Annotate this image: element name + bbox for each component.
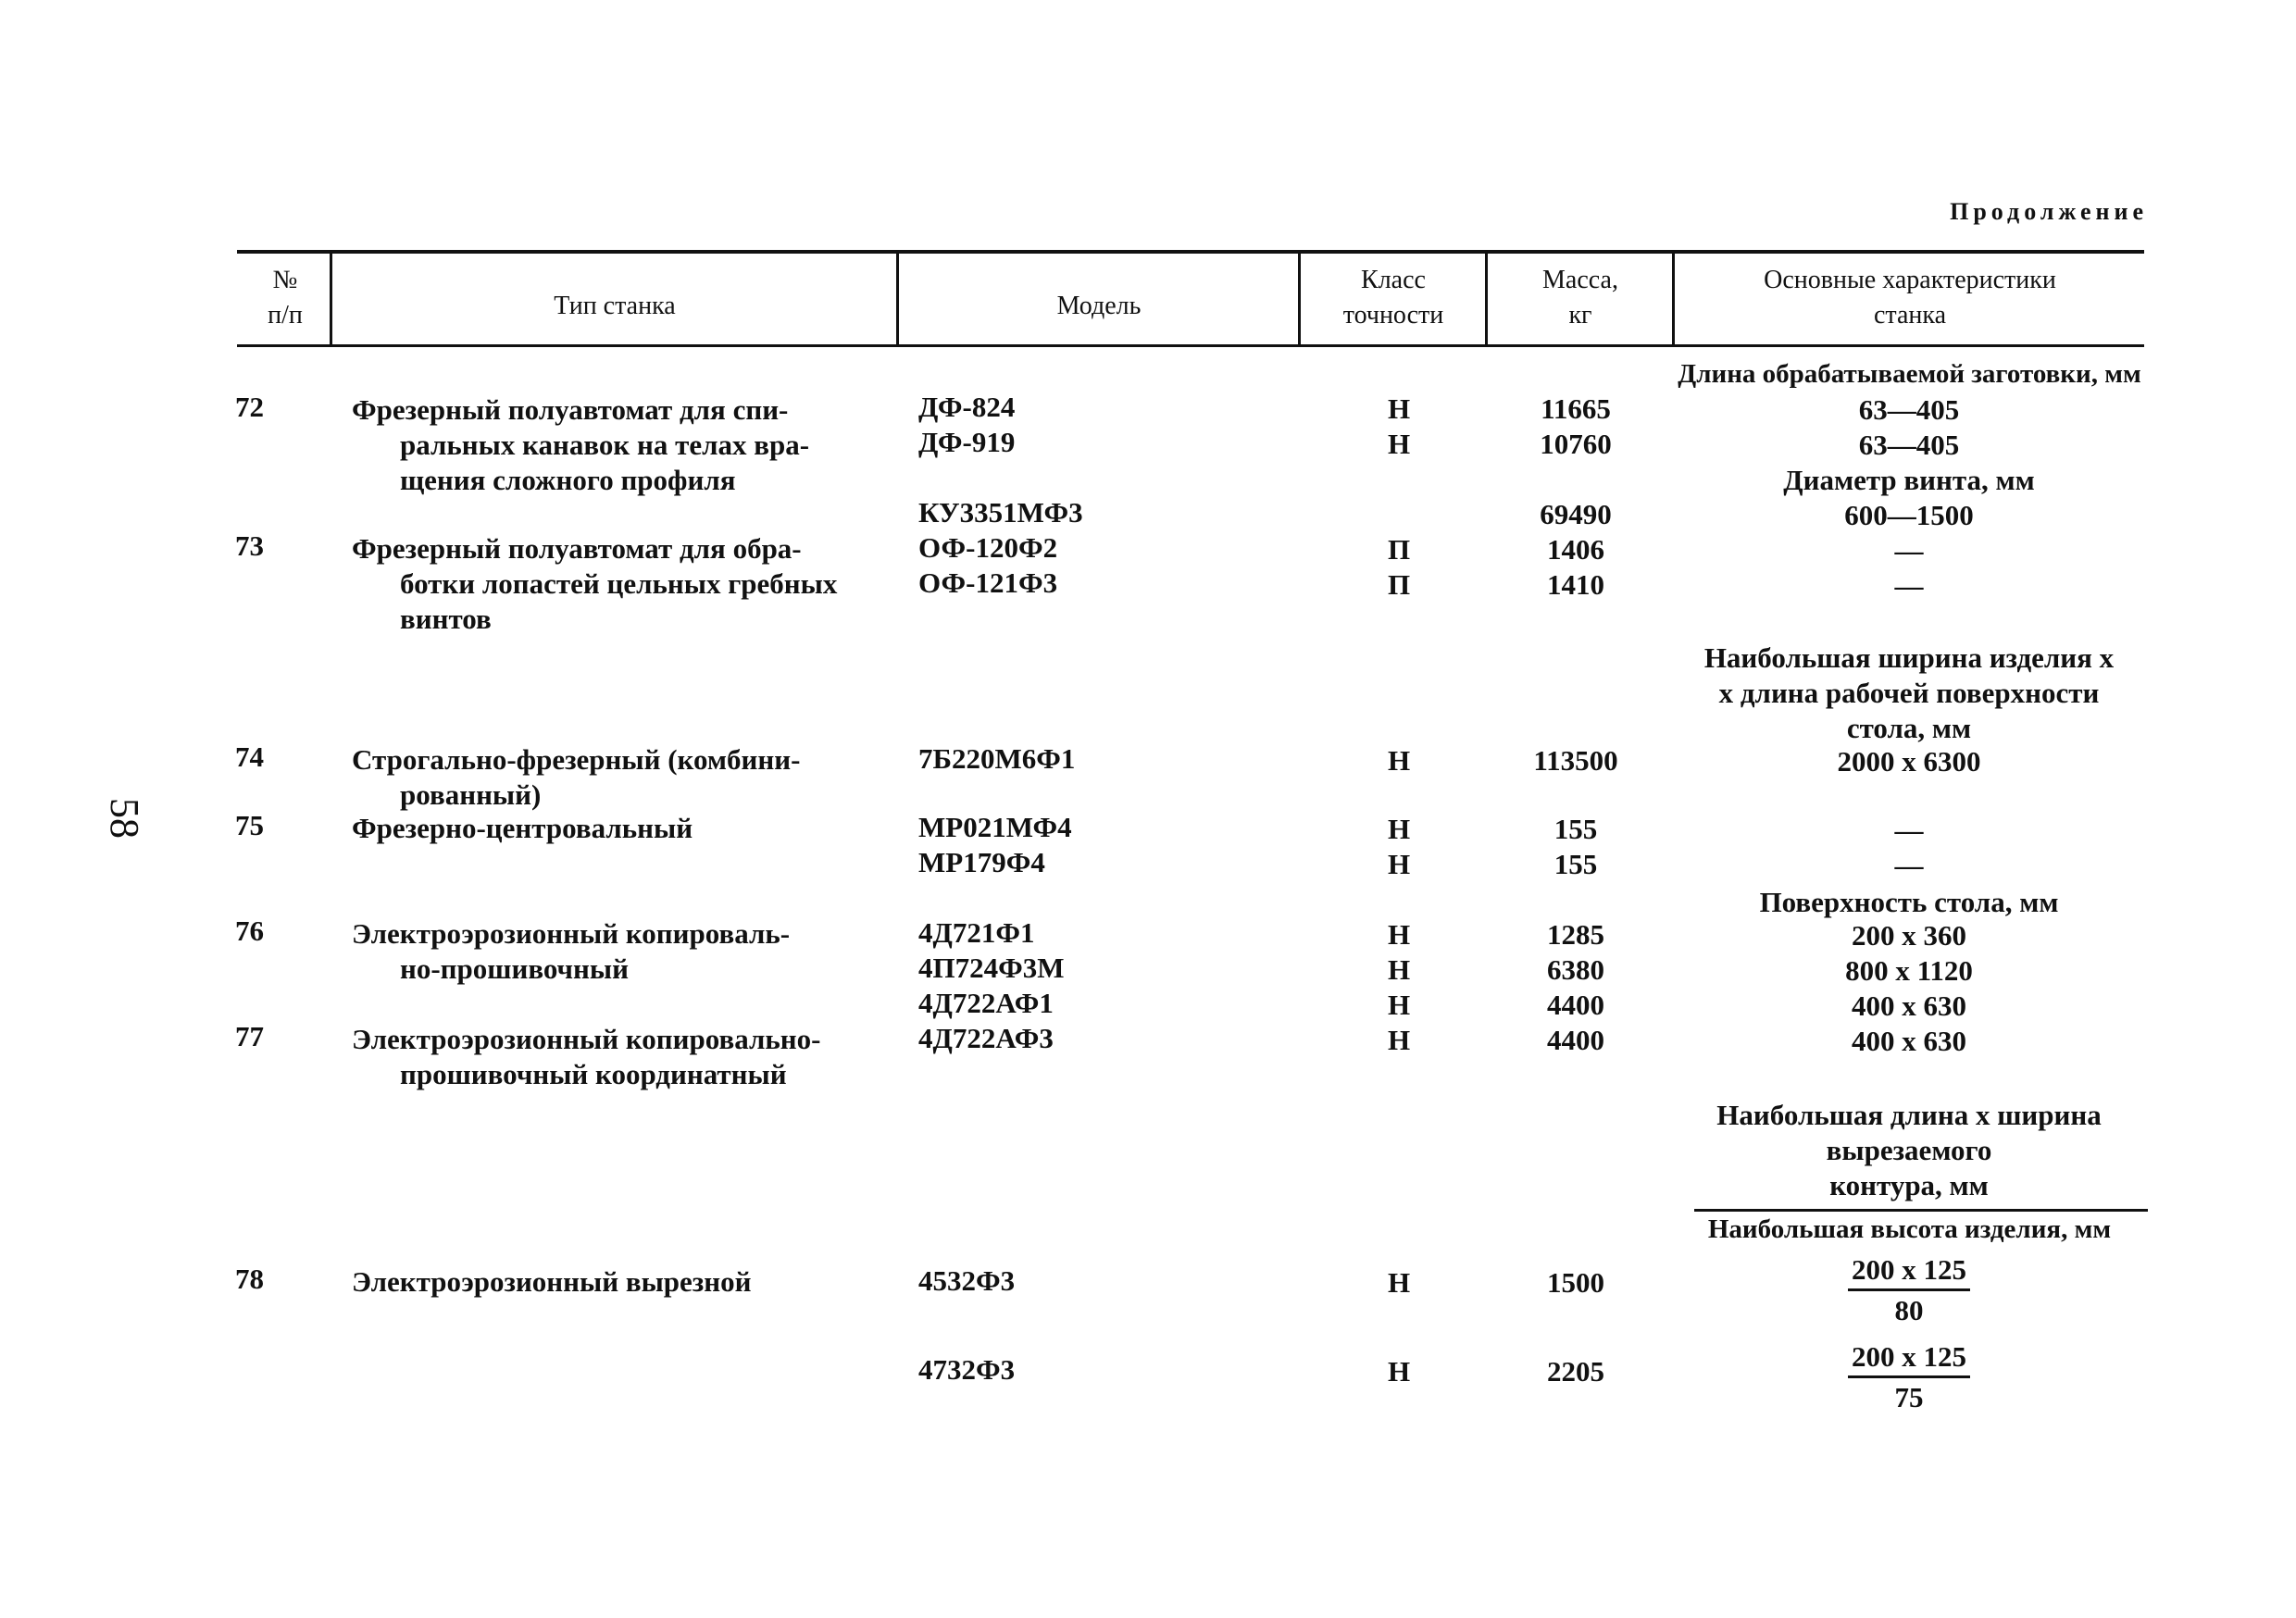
mass: 4400 (1547, 1024, 1604, 1056)
col-divider-4 (1485, 254, 1488, 344)
mass: 155 (1554, 813, 1598, 845)
accuracy-class: Н (1387, 392, 1411, 425)
table-header-rule (237, 344, 2144, 347)
machine-type: Фрезерный полуавтомат для спи- ральных канавок на телах вра- щения сложного профиля (352, 393, 810, 496)
fraction-numerator: 200 х 125 (1848, 1338, 1970, 1378)
characteristic-fraction (1678, 1338, 2140, 1417)
model: 4Д722АФ3 (918, 1022, 1054, 1054)
model: 4732Ф3 (918, 1353, 1016, 1386)
characteristic: 63—405 (1858, 429, 1960, 461)
model: 4Д722АФ1 (918, 987, 1054, 1019)
row-number: 74 (235, 741, 264, 773)
accuracy-class: Н (1387, 428, 1411, 460)
fraction-denominator: 75 (1894, 1381, 1924, 1413)
mass: 1406 (1547, 533, 1604, 566)
accuracy-class: Н (1387, 989, 1411, 1021)
header-class: Класс точности (1342, 266, 1444, 330)
characteristic: 400 х 630 (1852, 1025, 1966, 1057)
table-top-rule (237, 250, 2144, 254)
section-label-diameter: Диаметр винта, мм (1783, 464, 2035, 496)
accuracy-class: П (1387, 533, 1411, 566)
characteristic: 600—1500 (1844, 499, 1974, 531)
machine-type: Строгально-фрезерный (комбини- рованный) (352, 743, 801, 811)
header-mass: Масса, кг (1542, 266, 1618, 330)
accuracy-class: Н (1387, 1355, 1411, 1388)
mass: 10760 (1540, 428, 1612, 460)
mass: 69490 (1540, 498, 1612, 530)
characteristic: 400 х 630 (1852, 989, 1966, 1022)
model: 4Д721Ф1 (918, 916, 1035, 949)
characteristic: 200 х 360 (1852, 919, 1966, 952)
header-type: Тип станка (554, 292, 676, 320)
fraction-denominator: 80 (1894, 1294, 1924, 1326)
accuracy-class: Н (1387, 744, 1411, 777)
section-label-height: Наибольшая высота изделия, мм (1707, 1214, 2112, 1244)
characteristic: — (1894, 849, 1924, 881)
header-model: Модель (1056, 292, 1142, 320)
characteristic: 2000 х 6300 (1837, 745, 1981, 778)
machine-type: Электроэрозионный вырезной (352, 1265, 752, 1298)
model: МР021МФ4 (918, 811, 1072, 843)
characteristic: — (1894, 569, 1924, 602)
model: 7Б220М6Ф1 (918, 742, 1076, 775)
characteristic: 63—405 (1858, 393, 1960, 426)
mass: 2205 (1547, 1355, 1604, 1388)
continuation-label: Продолжение (1950, 198, 2148, 225)
mass: 1410 (1547, 568, 1604, 601)
col-divider-3 (1298, 254, 1301, 344)
row-number: 75 (235, 809, 264, 841)
row-number: 77 (235, 1020, 264, 1052)
mass: 1285 (1547, 918, 1604, 951)
section-label-length: Длина обрабатываемой заготовки, мм (1678, 359, 2141, 389)
accuracy-class: Н (1387, 1024, 1411, 1056)
mass: 11665 (1541, 392, 1611, 425)
characteristic: 800 х 1120 (1845, 954, 1973, 987)
accuracy-class: Н (1387, 813, 1411, 845)
machine-type: Электроэрозионный копироваль- но-прошивочный (352, 917, 791, 985)
col-divider-5 (1672, 254, 1675, 344)
mass: 155 (1554, 848, 1598, 880)
machine-type: Электроэрозионный копировально- прошивочный координатный (352, 1023, 821, 1090)
model: 4532Ф3 (918, 1264, 1016, 1297)
section-label-table-surface: Поверхность стола, мм (1759, 886, 2059, 918)
characteristic-fraction (1678, 1251, 2140, 1330)
mass: 113500 (1533, 744, 1618, 777)
model: ОФ-121Ф3 (918, 566, 1058, 599)
accuracy-class: Н (1387, 953, 1411, 986)
page-number: 58 (102, 798, 147, 839)
accuracy-class: П (1387, 568, 1411, 601)
mass: 4400 (1547, 989, 1604, 1021)
machine-type: Фрезерный полуавтомат для обра- ботки лопастей цельных гребных винтов (352, 532, 838, 635)
fraction-numerator: 200 х 125 (1848, 1251, 1970, 1291)
row-number: 78 (235, 1263, 264, 1295)
model: ДФ-824 (918, 391, 1016, 423)
section-label-width-length: Наибольшая ширина изделия х х длина рабочей поверхности стола, мм (1703, 641, 2115, 744)
row-number: 73 (235, 529, 264, 562)
section-label-contour: Наибольшая длина х ширина вырезаемого контура, мм (1716, 1099, 2102, 1201)
accuracy-class: Н (1387, 918, 1411, 951)
machine-type: Фрезерно-центровальный (352, 812, 693, 844)
col-divider-1 (330, 254, 332, 344)
model: КУ3351МФ3 (918, 496, 1083, 529)
accuracy-class: Н (1387, 1266, 1411, 1299)
model: МР179Ф4 (918, 846, 1045, 878)
model: ДФ-919 (918, 426, 1016, 458)
row-number: 72 (235, 391, 264, 423)
header-characteristics: Основные характеристики станка (1764, 266, 2056, 330)
accuracy-class: Н (1387, 848, 1411, 880)
row-number: 76 (235, 915, 264, 947)
section-fraction-rule (1694, 1209, 2148, 1212)
header-num: № п/п (268, 266, 303, 330)
characteristic: — (1894, 814, 1924, 846)
model: ОФ-120Ф2 (918, 531, 1058, 564)
model: 4П724Ф3М (918, 952, 1065, 984)
col-divider-2 (896, 254, 899, 344)
mass: 6380 (1547, 953, 1604, 986)
characteristic: — (1894, 534, 1924, 566)
mass: 1500 (1547, 1266, 1604, 1299)
